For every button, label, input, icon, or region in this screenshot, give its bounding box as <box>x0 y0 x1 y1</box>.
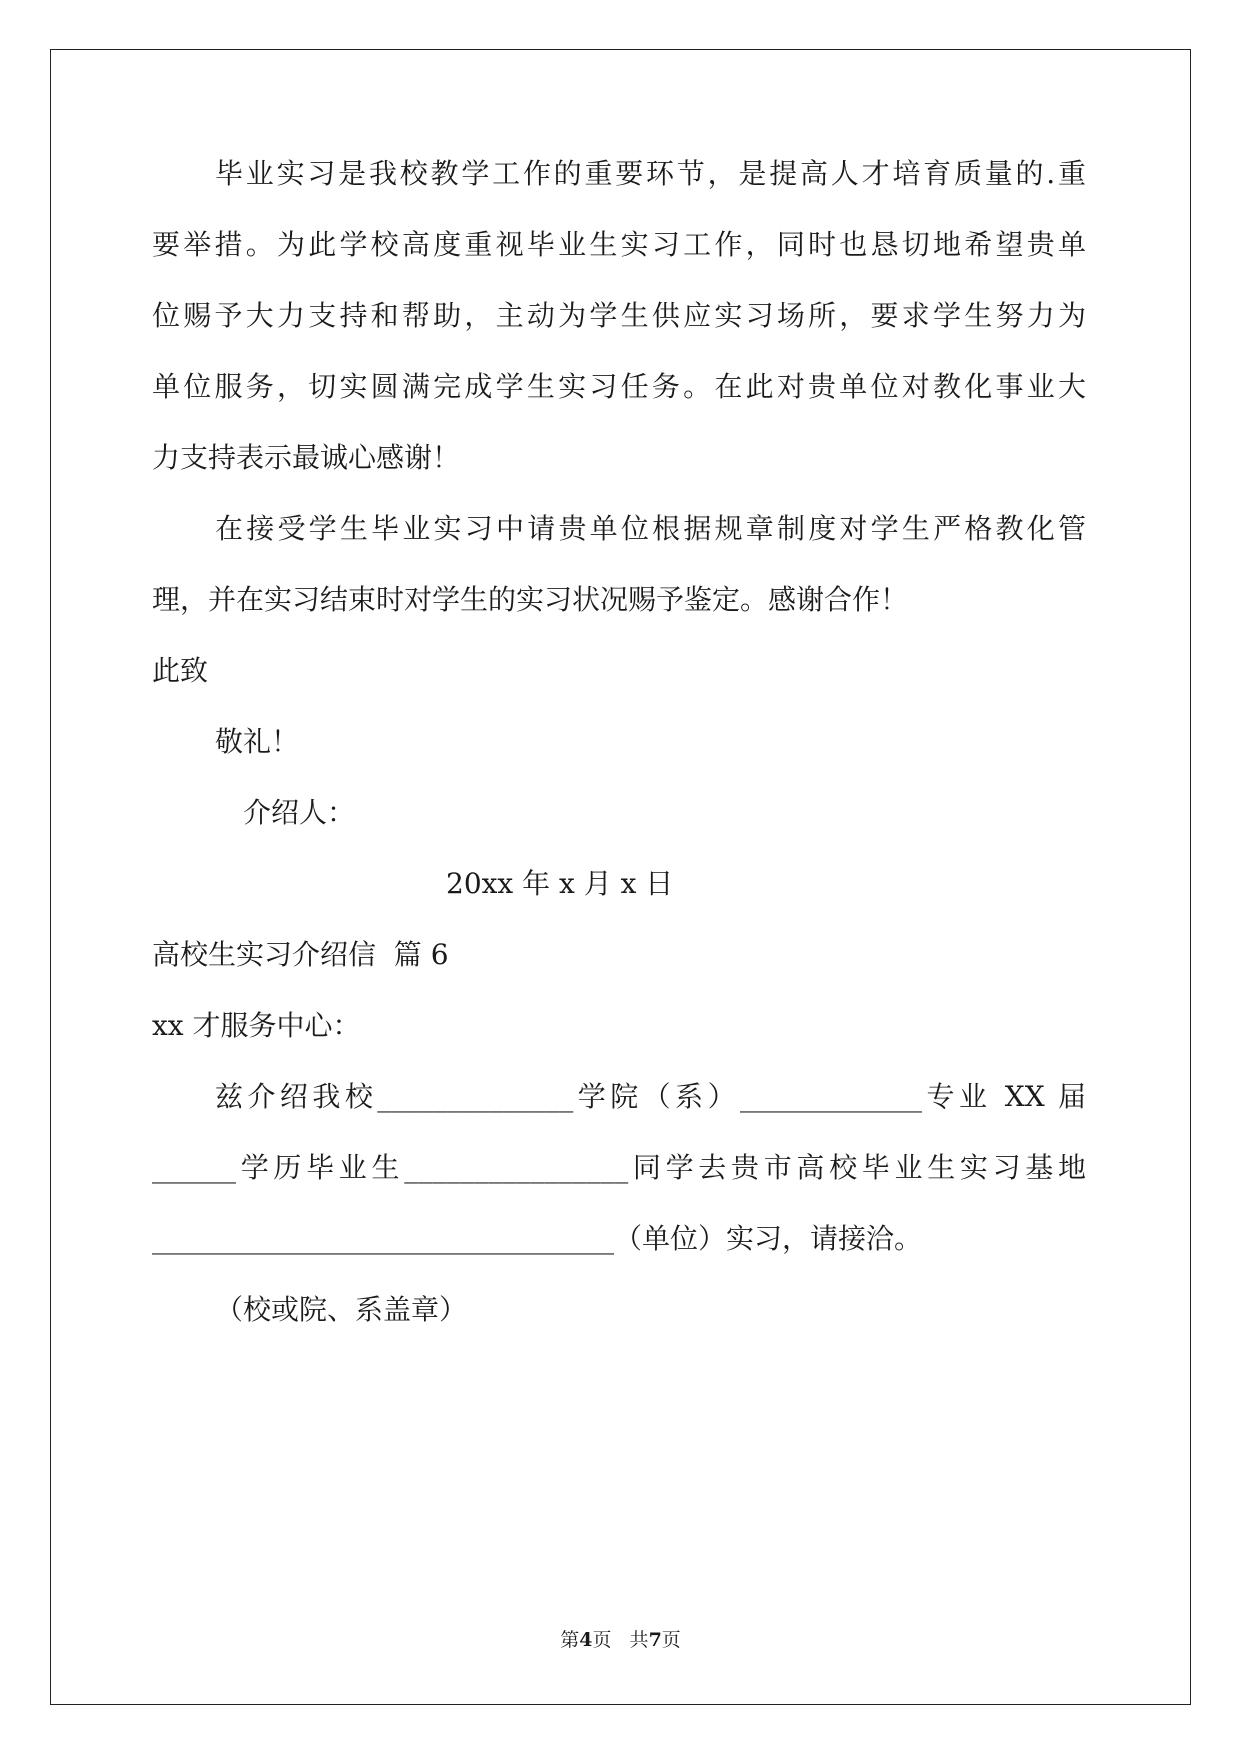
form-line-2: ______学历毕业生________________同学去贵市高校毕业生实习基地 <box>152 1151 1086 1184</box>
body-line-2: 要举措。为此学校高度重视毕业生实习工作，同时也恳切地希望贵单 <box>152 228 1086 261</box>
introducer-label: 介绍人： <box>243 796 356 829</box>
body-line-4: 单位服务，切实圆满完成学生实习任务。在此对贵单位对教化事业大 <box>152 370 1086 403</box>
footer-total-pages: 7 <box>648 1629 662 1651</box>
body-line-6: 在接受学生毕业实习中请贵单位根据规章制度对学生严格教化管 <box>215 512 1086 545</box>
footer-suffix: 页 <box>661 1629 681 1651</box>
body-line-3: 位赐予大力支持和帮助，主动为学生供应实习场所，要求学生努力为 <box>152 299 1086 332</box>
body-line-7: 理，并在实习结束时对学生的实习状况赐予鉴定。感谢合作！ <box>152 583 909 616</box>
body-line-1: 毕业实习是我校教学工作的重要环节，是提高人才培育质量的.重 <box>215 157 1086 190</box>
seal-note: （校或院、系盖章） <box>215 1293 468 1326</box>
body-line-5: 力支持表示最诚心感谢！ <box>152 441 461 474</box>
recipient-line: xx 才服务中心： <box>152 1009 361 1042</box>
footer-middle: 页 共 <box>592 1629 649 1651</box>
closing-salutation: 此致 <box>152 654 209 687</box>
page-footer <box>0 1628 1241 1652</box>
closing-regards: 敬礼！ <box>215 725 300 758</box>
form-line-3: _________________________________（单位）实习，请接洽。 <box>152 1222 923 1255</box>
section-heading: 高校生实习介绍信 篇 6 <box>152 938 449 971</box>
form-line-1: 兹介绍我校______________学院（系）_____________专业 XX 届 <box>215 1080 1086 1113</box>
footer-current-page: 4 <box>579 1629 593 1651</box>
date-line: 20xx 年 x 月 x 日 <box>446 867 674 900</box>
footer-prefix: 第 <box>560 1629 580 1651</box>
